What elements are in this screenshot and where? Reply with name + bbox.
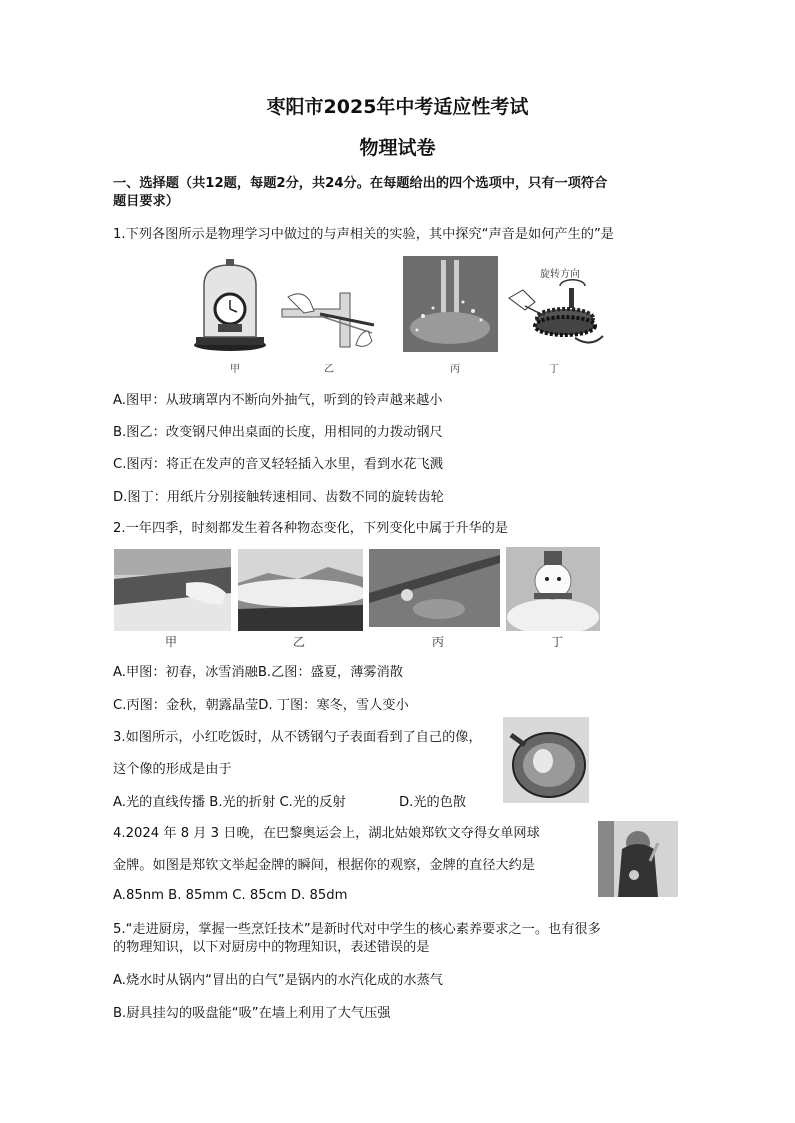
q1-caption-3: 丙 bbox=[450, 364, 460, 375]
q1-option-c: C.图丙：将正在发声的音叉轻轻插入水里，看到水花飞溅 bbox=[113, 457, 443, 472]
q2-caption-3: 丙 bbox=[432, 635, 445, 649]
rotation-direction-label: 旋转方向 bbox=[540, 269, 580, 280]
fog-photo bbox=[238, 549, 363, 631]
q5-stem-line1: 5.“走进厨房，掌握一些烹饪技术”是新时代对中学生的核心素养要求之一。也有很多 bbox=[113, 922, 601, 937]
page-subtitle: 物理试卷 bbox=[359, 137, 436, 159]
section-heading-line1: 一、选择题（共12题，每题2分，共24分。在每题给出的四个选项中，只有一项符合 bbox=[113, 176, 608, 191]
q5-option-b: B.厨具挂勾的吸盘能“吸”在墙上利用了大气压强 bbox=[113, 1006, 391, 1021]
q4-stem-line1: 4.2024 年 8 月 3 日晚，在巴黎奥运会上，湖北姑娘郑钦文夺得女单网球 bbox=[113, 826, 540, 841]
q2-caption-1: 甲 bbox=[165, 635, 178, 649]
tuning-fork-photo bbox=[403, 256, 498, 352]
q2-options-ab: A.甲图：初春，冰雪消融B.乙图：盛夏，薄雾消散 bbox=[113, 665, 403, 680]
q2-stem: 2.一年四季，时刻都发生着各种物态变化，下列变化中属于升华的是 bbox=[113, 521, 509, 536]
q3-options-abc: A.光的直线传播 B.光的折射 C.光的反射 bbox=[113, 795, 346, 810]
rotating-gear-figure bbox=[505, 278, 605, 354]
section-heading-line2: 题目要求） bbox=[113, 194, 179, 209]
q1-option-b: B.图乙：改变钢尺伸出桌面的长度，用相同的力拨动钢尺 bbox=[113, 425, 443, 440]
bell-jar-figure bbox=[192, 257, 268, 353]
spoon-reflection-photo bbox=[503, 717, 589, 803]
q1-option-a: A.图甲：从玻璃罩内不断向外抽气，听到的铃声越来越小 bbox=[113, 393, 443, 408]
q4-stem-line2: 金牌。如图是郑钦文举起金牌的瞬间，根据你的观察，金牌的直径大约是 bbox=[113, 858, 535, 873]
q1-stem: 1.下列各图所示是物理学习中做过的与声相关的实验，其中探究“声音是如何产生的”是 bbox=[113, 227, 614, 242]
q3-stem-line2: 这个像的形成是由于 bbox=[113, 762, 232, 777]
q1-caption-2: 乙 bbox=[324, 364, 334, 375]
q4-options: A.85nm B. 85mm C. 85cm D. 85dm bbox=[113, 888, 348, 903]
melting-ice-photo bbox=[114, 549, 231, 631]
dew-photo bbox=[369, 549, 500, 627]
q1-caption-4: 丁 bbox=[549, 364, 559, 375]
q5-stem-line2: 的物理知识，以下对厨房中的物理知识，表述错误的是 bbox=[113, 940, 430, 955]
q5-option-a: A.烧水时从锅内“冒出的白气”是锅内的水汽化成的水蒸气 bbox=[113, 973, 443, 988]
q3-stem-line1: 3.如图所示，小红吃饭时，从不锈钢勺子表面看到了自己的像， bbox=[113, 730, 482, 745]
snowman-photo bbox=[506, 547, 600, 631]
ruler-figure bbox=[280, 287, 376, 351]
page-title: 枣阳市2025年中考适应性考试 bbox=[266, 96, 529, 118]
q1-option-d: D.图丁：用纸片分别接触转速相同、齿数不同的旋转齿轮 bbox=[113, 490, 444, 505]
q2-caption-4: 丁 bbox=[551, 635, 564, 649]
q3-option-d: D.光的色散 bbox=[399, 795, 467, 810]
q1-caption-1: 甲 bbox=[230, 364, 240, 375]
q2-caption-2: 乙 bbox=[293, 635, 306, 649]
q2-options-cd: C.丙图：金秋，朝露晶莹D. 丁图：寒冬，雪人变小 bbox=[113, 698, 409, 713]
gold-medal-photo bbox=[598, 821, 678, 897]
